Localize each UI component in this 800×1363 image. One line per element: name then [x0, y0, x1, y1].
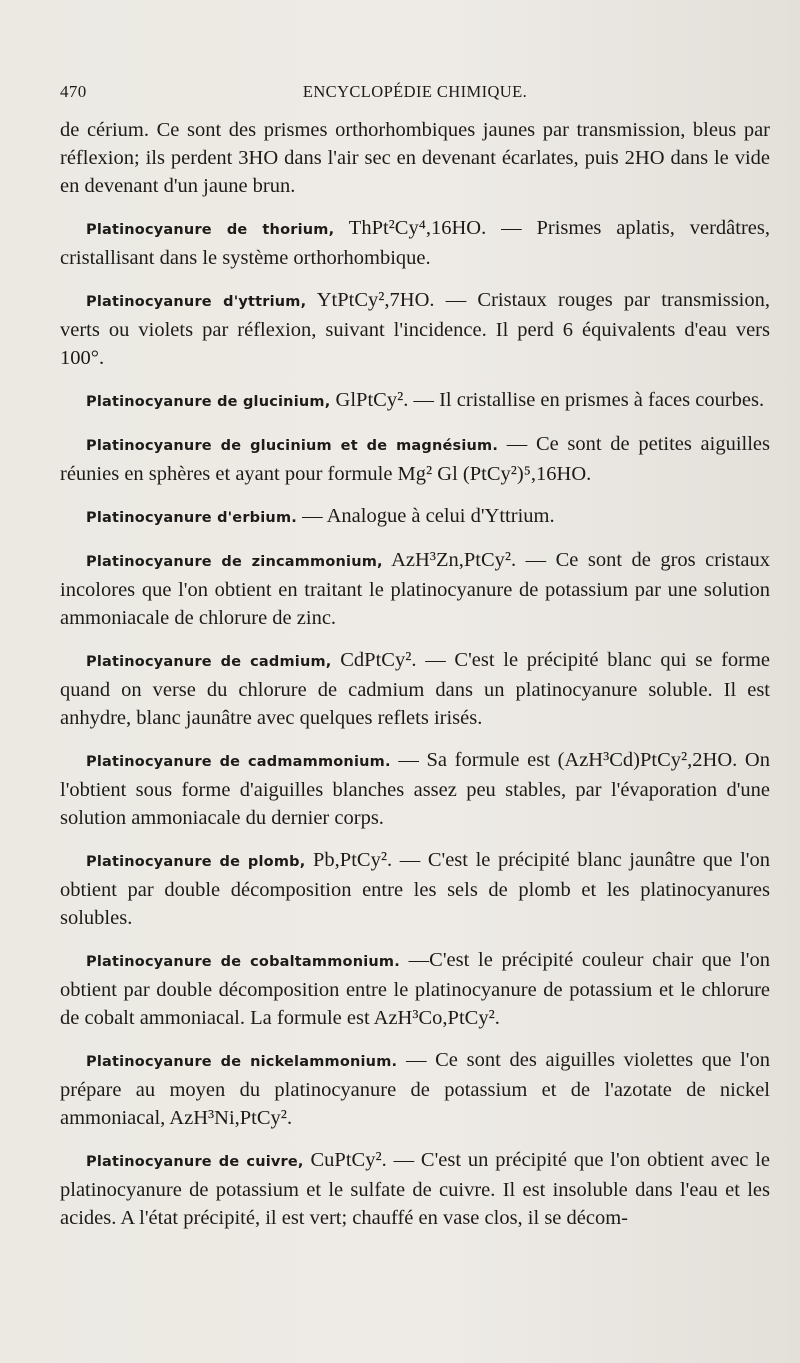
- continuation-paragraph: de cérium. Ce sont des prismes orthorhombiques jaunes par transmission, bleus par réflexion; ils perdent 3HO dans l'air sec en devenant écarlates, puis 2HO dans le vide en devenant d'un jaune brun.: [60, 119, 770, 197]
- entry-paragraph: [60, 1146, 770, 1232]
- entry-formula: CuPtCy².: [310, 1149, 387, 1171]
- entry-lead-term: Platinocyanure de cuivre,: [86, 1154, 304, 1170]
- paragraph-gap: [60, 932, 770, 946]
- entry-text: — C'est le précipité blanc qui se forme quand on verse du chlorure de cadmium dans un platinocyanure soluble. Il est anhydre, blanc jaunâtre avec quelques reflets irisés.: [60, 649, 771, 729]
- entry-lead-term: Platinocyanure de zincammonium,: [86, 554, 383, 570]
- entry-text: — Il cristallise en prismes à faces courbes.: [413, 389, 765, 411]
- entry-paragraph: [60, 1046, 770, 1132]
- entry-lead-term: Platinocyanure de cadmammonium.: [86, 754, 391, 770]
- paragraph-gap: [60, 1032, 770, 1046]
- entry-paragraph: [60, 430, 770, 488]
- entry-text: — Analogue à celui d'Yttrium.: [302, 505, 555, 527]
- paragraph-gap: [60, 488, 770, 502]
- entry-lead-term: Platinocyanure de cobaltammonium.: [86, 954, 400, 970]
- paragraph-gap: [60, 532, 770, 546]
- entry-paragraph: [60, 286, 770, 372]
- paragraph-gap: [60, 1132, 770, 1146]
- entry-formula: CdPtCy².: [340, 649, 417, 671]
- entry-paragraph: [60, 502, 770, 532]
- paragraph-gap: [60, 272, 770, 286]
- entry-text: —C'est le précipité couleur chair que l'on obtient par double décomposition entre le platinocyanure de potassium et le chlorure de cobalt ammoniacal. La formule est AzH³Co,PtCy².: [60, 949, 770, 1029]
- paragraph-gap: [60, 372, 770, 386]
- page-header: [60, 82, 770, 116]
- entry-lead-term: Platinocyanure de plomb,: [86, 854, 306, 870]
- entry-paragraph: [60, 646, 770, 732]
- entry-text: — C'est un précipité que l'on obtient avec le platinocyanure de potassium et le sulfate de cuivre. Il est insoluble dans l'eau et les acides. A l'état précipité, il est vert; chauffé en vase clos, il se décom-: [60, 1149, 771, 1229]
- entry-formula: GlPtCy².: [335, 389, 409, 411]
- running-title: ENCYCLOPÉDIE CHIMIQUE.: [302, 82, 528, 101]
- entries-list: [60, 214, 770, 1232]
- paragraph-gap: [60, 732, 770, 746]
- entry-formula: Pb,PtCy².: [313, 849, 393, 871]
- entry-paragraph: [60, 746, 770, 832]
- entry-lead-term: Platinocyanure de thorium,: [86, 222, 335, 238]
- entry-paragraph: [60, 946, 770, 1032]
- entry-text: — Ce sont de gros cristaux incolores que l'on obtient en traitant le platinocyanure de potassium par une solution ammoniacale de chlorure de zinc.: [60, 549, 770, 629]
- entry-lead-term: Platinocyanure de cadmium,: [86, 654, 332, 670]
- paragraph-gap: [60, 416, 770, 430]
- entry-formula: AzH³Zn,PtCy².: [391, 549, 517, 571]
- page-number: 470: [60, 82, 87, 101]
- entry-text: — Ce sont de petites aiguilles réunies en sphères et ayant pour formule Mg² Gl (PtCy²)⁵,16HO.: [60, 433, 771, 485]
- entry-lead-term: Platinocyanure d'erbium.: [86, 510, 297, 526]
- paragraph-gap: [60, 632, 770, 646]
- entry-formula: ThPt²Cy⁴,16HO.: [348, 217, 487, 239]
- entry-paragraph: [60, 546, 770, 632]
- entry-paragraph: [60, 386, 770, 416]
- entry-paragraph: [60, 846, 770, 932]
- entry-paragraph: [60, 214, 770, 272]
- entry-lead-term: Platinocyanure de nickelammonium.: [86, 1054, 398, 1070]
- entry-text: — Prismes aplatis, verdâtres, cristallisant dans le système orthorhombique.: [60, 217, 770, 269]
- entry-text: — Sa formule est (AzH³Cd)PtCy²,2HO. On l'obtient sous forme d'aiguilles blanches assez peu stables, par l'évaporation d'une solution ammoniacale du dernier corps.: [60, 749, 770, 829]
- entry-lead-term: Platinocyanure de glucinium et de magnésium.: [86, 438, 499, 454]
- entry-lead-term: Platinocyanure de glucinium,: [86, 394, 331, 410]
- paragraph-gap: [60, 832, 770, 846]
- entry-formula: YtPtCy²,7HO.: [316, 289, 435, 311]
- entry-text: — Cristaux rouges par transmission, verts ou violets par réflexion, suivant l'incidence. Il perd 6 équivalents d'eau vers 100°.: [60, 289, 770, 369]
- entry-lead-term: Platinocyanure d'yttrium,: [86, 294, 307, 310]
- entry-text: — Ce sont des aiguilles violettes que l'on prépare au moyen du platinocyanure de potassium et de l'azotate de nickel ammoniacal, AzH³Ni,PtCy².: [60, 1049, 770, 1129]
- entry-text: — C'est le précipité blanc jaunâtre que l'on obtient par double décomposition entre les sels de plomb et les platinocyanures solubles.: [60, 849, 771, 929]
